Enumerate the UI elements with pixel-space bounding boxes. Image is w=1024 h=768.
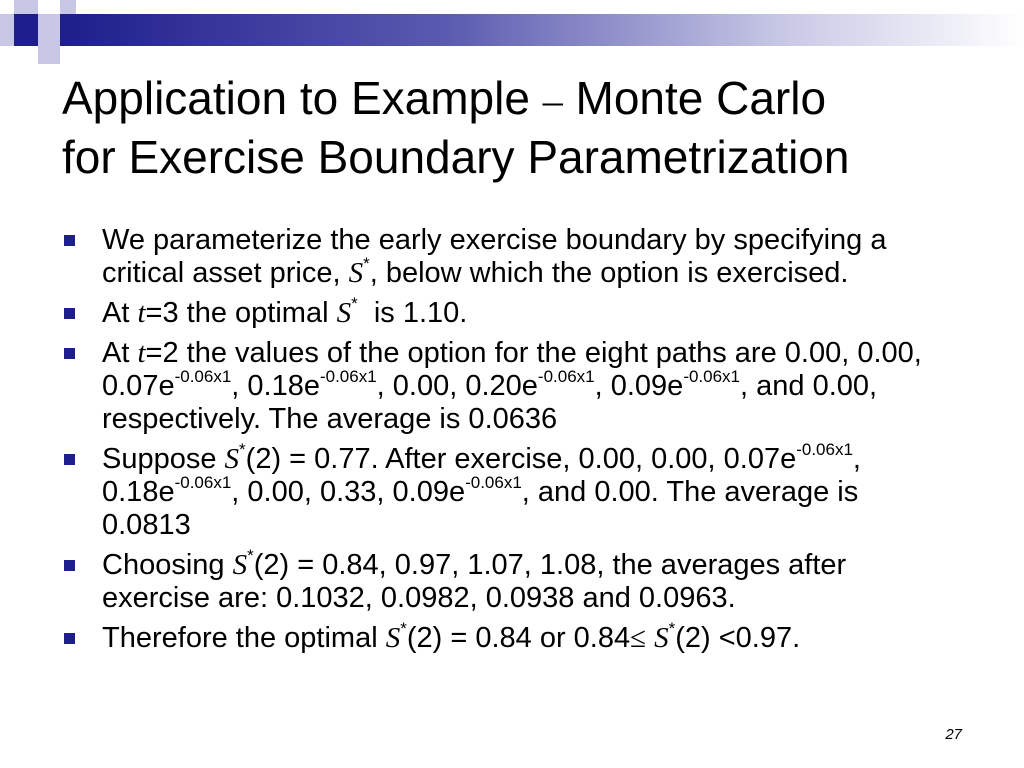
header-bar	[60, 14, 1024, 46]
title-line1-part1: Application to Example	[62, 72, 543, 124]
variable-s: S	[232, 549, 248, 581]
bullet-item-t3	[64, 294, 944, 330]
superscript: -0.06x1	[465, 473, 522, 493]
bullet-text: (2) = 0.77. After exercise, 0.00, 0.00, 0.07e	[245, 443, 797, 475]
variable-s: S	[224, 443, 240, 475]
bullet-text: , and 0.00, respectively. The average is 0.0636	[102, 370, 878, 435]
superscript: -0.06x1	[796, 440, 853, 460]
bullet-text: At	[102, 337, 138, 369]
bullet-text: At	[102, 297, 138, 329]
bullet-text: , 0.18e	[231, 370, 320, 402]
bullet-text: Suppose	[102, 443, 225, 475]
bullet-text: is 1.10.	[357, 297, 468, 329]
square-bullet-icon	[64, 308, 75, 319]
superscript: -0.06x1	[537, 367, 595, 387]
superscript: -0.06x1	[683, 367, 741, 387]
bullet-item-therefore	[64, 619, 944, 655]
square-bullet-icon	[64, 348, 75, 359]
variable-s: S	[348, 257, 364, 289]
bullet-text: =2 the values of the option for the eight paths are 0.00, 0.00, 0.07e	[102, 337, 922, 402]
square-bullet-icon	[64, 633, 75, 644]
bullet-item-parameterize	[64, 224, 944, 290]
bullet-text: , 0.18e	[102, 443, 861, 508]
bullet-text: , below which the option is exercised.	[369, 257, 849, 289]
leq-symbol: ≤	[630, 622, 647, 654]
bullet-item-suppose	[64, 440, 944, 542]
superscript: -0.06x1	[174, 367, 232, 387]
bullet-item-choosing	[64, 546, 944, 615]
variable-s: S	[385, 622, 401, 654]
bullet-text	[646, 622, 654, 654]
bullet-list	[64, 224, 944, 662]
superscript: *	[400, 619, 407, 639]
bullet-text: , 0.09e	[594, 370, 684, 402]
superscript: -0.06x1	[174, 473, 232, 493]
square-bullet-icon	[64, 235, 75, 246]
variable-s: S	[336, 297, 352, 329]
superscript: -0.06x1	[319, 367, 377, 387]
bullet-text: (2) = 0.84 or 0.84	[406, 622, 631, 654]
bullet-text: , 0.00, 0.33, 0.09e	[231, 476, 466, 508]
square-bullet-icon	[64, 454, 75, 465]
bullet-text: (2) <0.97.	[675, 622, 801, 654]
superscript: *	[363, 254, 370, 274]
bullet-text: Choosing	[102, 549, 233, 581]
page-number: 27	[945, 726, 962, 743]
superscript: *	[351, 294, 358, 314]
superscript: *	[668, 619, 676, 639]
bullet-text: Therefore the optimal	[102, 622, 386, 654]
variable-t: t	[137, 337, 146, 369]
bullet-text: , 0.00, 0.20e	[376, 370, 538, 402]
superscript: *	[247, 546, 254, 566]
square-bullet-icon	[64, 560, 75, 571]
bullet-text: (2) = 0.84, 0.97, 1.07, 1.08, the averages after exercise are: 0.1032, 0.0982, 0.0938 and 0.0963.	[102, 549, 847, 614]
title-line1-part2: Monte Carlo	[562, 72, 827, 124]
bullet-text: We parameterize the early exercise boundary by specifying a critical asset price,	[102, 224, 887, 289]
title-line2: for Exercise Boundary Parametrization	[62, 131, 850, 183]
variable-t: t	[137, 297, 146, 329]
bullet-text: , and 0.00. The average is 0.0813	[102, 476, 859, 541]
superscript: *	[239, 440, 246, 460]
slide-title	[62, 70, 1002, 186]
bullet-item-t2-values	[64, 337, 944, 436]
variable-s: S	[654, 622, 669, 654]
title-dash: –	[542, 78, 563, 123]
bullet-text: =3 the optimal	[145, 297, 337, 329]
